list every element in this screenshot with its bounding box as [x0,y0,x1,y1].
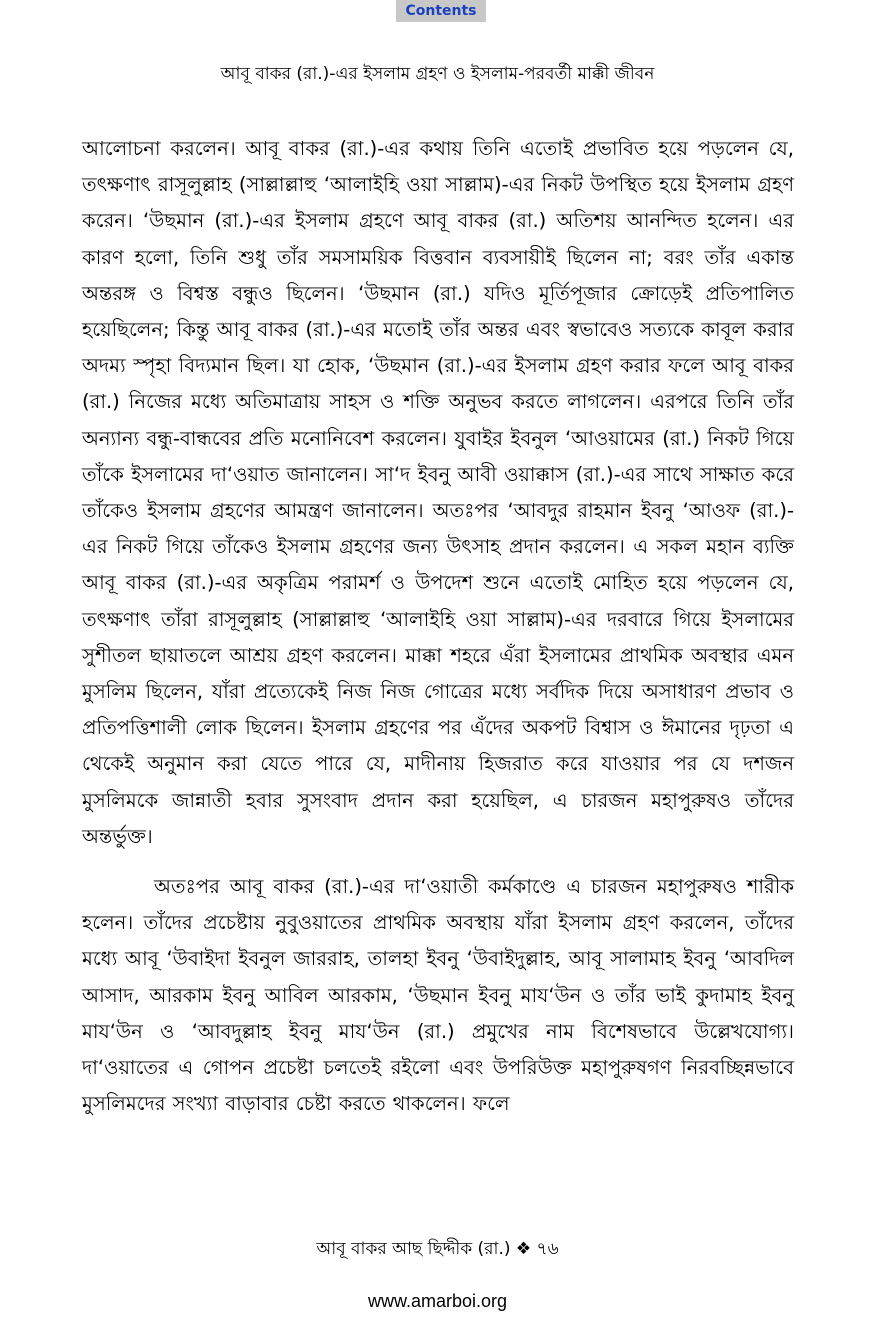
body-text [82,131,794,1122]
paragraph-2: অতঃপর আবূ বাকর (রা.)-এর দা‘ওয়াতী কর্মকাণ্ডে এ চারজন মহাপুরুষও শারীক হলেন। তাঁদের প্রচেষ্টায় নুবুওয়াতের প্রাথমিক অবস্থায় যাঁরা ইসলাম গ্রহণ করলেন, তাঁদের মধ্যে আবূ ‘উবাইদা ইবনুল জাররাহ, তালহা ইবনু ‘উবাইদুল্লাহ, আবূ সালামাহ ইবনু ‘আবদিল আসাদ, আরকাম ইবনু আবিল আরকাম, ‘উছমান ইবনু মায‘উন ও তাঁর ভাই কুদামাহ ইবনু মায‘উন ও ‘আবদুল্লাহ ইবনু মায‘উন (রা.) প্রমুখের নাম বিশেষভাবে উল্লেখযোগ্য। দা‘ওয়াতের এ গোপন প্রচেষ্টা চলতেই রইলো এবং উপরিউক্ত মহাপুরুষগণ নিরবচ্ছিন্নভাবে মুসলিমদের সংখ্যা বাড়াবার চেষ্টা করতে থাকলেন। ফলে [82,875,794,1116]
paragraph-1: আলোচনা করলেন। আবূ বাকর (রা.)-এর কথায় তিনি এতোই প্রভাবিত হয়ে পড়লেন যে, তৎক্ষণাৎ রাসূলুল্লাহ (সাল্লাল্লাহু ‘আলাইহি ওয়া সাল্লাম)-এর নিকট উপস্থিত হয়ে ইসলাম গ্রহণ করেন। ‘উছমান (রা.)-এর ইসলাম গ্রহণে আবূ বাকর (রা.) অতিশয় আনন্দিত হলেন। এর কারণ হলো, তিনি শুধু তাঁর সমসাময়িক বিত্তবান ব্যবসায়ীই ছিলেন না; বরং তাঁর একান্ত অন্তরঙ্গ ও বিশ্বস্ত বন্ধুও ছিলেন। ‘উছমান (রা.) যদিও মূর্তিপূজার ক্রোড়েই প্রতিপালিত হয়েছিলেন; কিন্তু আবূ বাকর (রা.)-এর মতোই তাঁর অন্তর এবং স্বভাবেও সত্যকে কাবূল করার অদম্য স্পৃহা বিদ্যমান ছিল। যা হোক, ‘উছমান (রা.)-এর ইসলাম গ্রহণ করার ফলে আবূ বাকর (রা.) নিজের মধ্যে অতিমাত্রায় সাহস ও শক্তি অনুভব করতে লাগলেন। এরপরে তিনি তাঁর অন্যান্য বন্ধু-বান্ধবের প্রতি মনোনিবেশ করলেন। যুবাইর ইবনুল ‘আওয়ামের (রা.) নিকট গিয়ে তাঁকে ইসলামের দা‘ওয়াত জানালেন। সা‘দ ইবনু আবী ওয়াক্কাস (রা.)-এর সাথে সাক্ষাত করে তাঁকেও ইসলাম গ্রহণের আমন্ত্রণ জানালেন। অতঃপর ‘আবদুর রাহমান ইবনু ‘আওফ (রা.)-এর নিকট গিয়ে তাঁকেও ইসলাম গ্রহণের জন্য উৎসাহ প্রদান করলেন। এ সকল মহান ব্যক্তি আবূ বাকর (রা.)-এর অকৃত্রিম পরামর্শ ও উপদেশ শুনে এতোই মোহিত হয়ে পড়লেন যে, তৎক্ষণাৎ তাঁরা রাসূলুল্লাহ (সাল্লাল্লাহু ‘আলাইহি ওয়া সাল্লাম)-এর দরবারে গিয়ে ইসলামের সুশীতল ছায়াতলে আশ্রয় গ্রহণ করলেন। মাক্কা শহরে এঁরা ইসলামের প্রাথমিক অবস্থার এমন মুসলিম ছিলেন, যাঁরা প্রত্যেকেই নিজ নিজ গোত্রের মধ্যে সর্বদিক দিয়ে অসাধারণ প্রভাব ও প্রতিপত্তিশালী লোক ছিলেন। ইসলাম গ্রহণের পর এঁদের অকপট বিশ্বাস ও ঈমানের দৃঢ়তা এ থেকেই অনুমান করা যেতে পারে যে, মাদীনায় হিজরাত করে যাওয়ার পর যে দশজন মুসলিমকে জান্নাতী হবার সুসংবাদ প্রদান করা হয়েছিল, এ চারজন মহাপুরুষও তাঁদের অন্তর্ভুক্ত। [82,137,794,848]
contents-button[interactable]: Contents [396,0,486,22]
running-header: আবূ বাকর (রা.)-এর ইসলাম গ্রহণ ও ইসলাম-পরবর্তী মাক্কী জীবন [220,64,655,84]
website-link[interactable]: www.amarboi.org [367,1291,508,1311]
page-footer-title: আবূ বাকর আছ ছিদ্দীক (রা.) ❖ ৭৬ [316,1239,559,1259]
